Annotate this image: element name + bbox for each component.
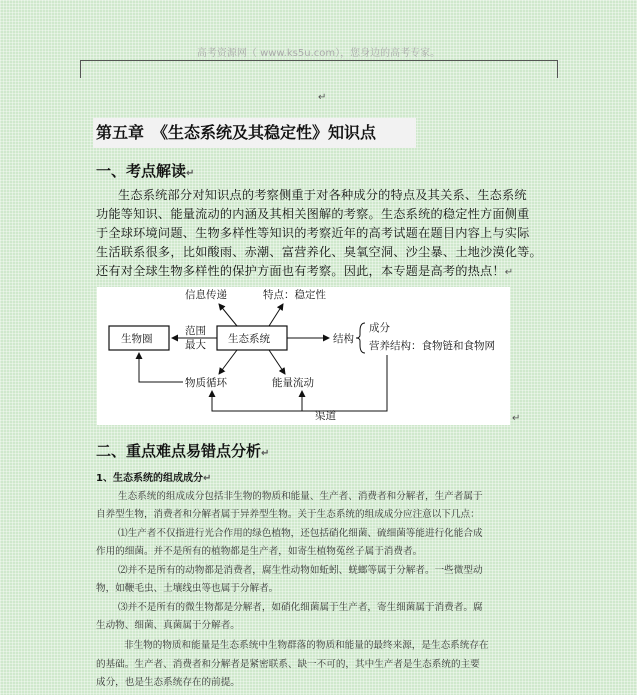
chapter-title: 第五章 《生态系统及其稳定性》知识点 bbox=[93, 118, 416, 148]
trophic-structure-label: 营养结构：食物链和食物网 bbox=[369, 340, 495, 352]
section2-line: ⑶并不是所有的微生物都是分解者，如硝化细菌属于生产者，寄生细菌属于消费者。腐 bbox=[118, 602, 483, 613]
channel-label: 渠道 bbox=[315, 410, 336, 422]
section2-line: 非生物的物质和能量是生态系统中生物群落的物质和能量的最终来源，是生态系统存在 bbox=[124, 640, 489, 651]
arrow-to-feature bbox=[269, 304, 283, 326]
arrow-channel-material bbox=[212, 391, 302, 411]
section-title-1: 一、考点解读↵ bbox=[96, 162, 195, 180]
header-corner-left bbox=[80, 60, 81, 78]
structure-brace bbox=[356, 323, 365, 353]
section1-line: 生态系统部分对知识点的考察侧重于对各种成分的特点及其关系、生态系统 bbox=[118, 188, 527, 202]
section2-line: 自养型生物，消费者和分解者属于异养型生物。关于生态系统的组成成分应注意以下几点： bbox=[96, 509, 480, 520]
range-label: 范围 bbox=[185, 325, 206, 337]
paragraph-mark: ↵ bbox=[318, 92, 327, 103]
energy-flow-label: 能量流动 bbox=[272, 377, 314, 389]
range-max-label: 最大 bbox=[185, 339, 206, 351]
page-header-text: 高考资源网（ www.ks5u.com），您身边的高考专家。 bbox=[196, 48, 441, 59]
header-corner-right bbox=[557, 60, 558, 78]
section2-line: 生态系统的组成成分包括非生物的物质和能量、生产者、消费者和分解者，生产者属于 bbox=[118, 491, 483, 502]
section1-line: 还有对全球生物多样性的保护方面也有考察。因此，本专题是高考的热点！↵ bbox=[96, 264, 514, 278]
section2-line: 作用的细菌。并不是所有的植物都是生产者，如寄生植物菟丝子属于消费者。 bbox=[96, 546, 423, 557]
section1-line: 生活联系很多，比如酸雨、赤潮、富营养化、臭氧空洞、沙尘暴、土地沙漠化等。 bbox=[96, 245, 542, 259]
section2-line: 的基础。生产者、消费者和分解者是紧密联系、缺一不可的，其中生产者是生态系统的主要 bbox=[96, 659, 480, 670]
section1-line: 于全球环境问题、生物多样性等知识的考察近年的高考试题在题目内容上与实际 bbox=[96, 226, 530, 240]
subsection-title: 1、生态系统的组成成分↵ bbox=[96, 473, 212, 484]
arrow-to-info bbox=[219, 304, 237, 326]
structure-label: 结构 bbox=[333, 333, 354, 345]
ecosystem-label: 生态系统 bbox=[228, 333, 270, 345]
component-label: 成分 bbox=[369, 322, 390, 334]
section1-paragraph bbox=[0, 186, 637, 286]
section2-line: 成分，也是生态系统存在的前提。 bbox=[96, 677, 240, 688]
diagram-svg bbox=[97, 287, 510, 425]
section1-line: 功能等知识、能量流动的内涵及其相关图解的考察。生态系统的稳定性方面侧重 bbox=[96, 207, 530, 221]
ecosystem-concept-diagram bbox=[97, 287, 510, 425]
section2-line: 物，如鞭毛虫、土壤线虫等也属于分解者。 bbox=[96, 583, 279, 594]
section2-line: ⑵并不是所有的动物都是消费者，腐生性动物如蚯蚓、蜣螂等属于分解者。一些微型动 bbox=[118, 565, 483, 576]
section2-paragraph bbox=[0, 488, 637, 695]
material-cycle-label: 物质循环 bbox=[185, 377, 227, 389]
info-transfer-label: 信息传递 bbox=[185, 289, 227, 301]
feature-label: 特点：稳定性 bbox=[263, 289, 326, 301]
arrow-to-material bbox=[219, 350, 237, 374]
header-rule bbox=[80, 60, 558, 61]
arrow-channel-energy bbox=[302, 355, 387, 411]
section-title-2: 二、重点难点易错点分析↵ bbox=[96, 442, 270, 460]
section2-line: 生动物、细菌、真菌属于分解者。 bbox=[96, 620, 240, 631]
section2-line: ⑴生产者不仅指进行光合作用的绿色植物，还包括硝化细菌、硫细菌等能进行化能合成 bbox=[118, 528, 483, 539]
biosphere-label: 生物圈 bbox=[121, 333, 153, 345]
arrow-material-to-biosphere bbox=[139, 353, 183, 382]
paragraph-mark: ↵ bbox=[512, 413, 521, 424]
arrow-to-energy bbox=[269, 350, 285, 374]
